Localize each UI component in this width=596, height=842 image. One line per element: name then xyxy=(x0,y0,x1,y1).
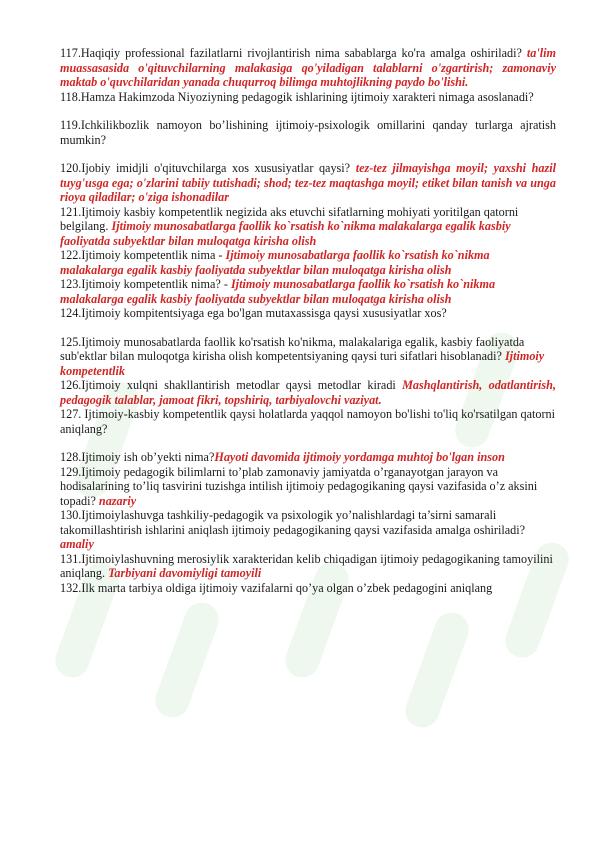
question-text: 130.Ijtimoiylashuvga tashkiliy-pedagogik va psixologik yo’nalishlardagi ta’sirni samarali takomillashtirish ishlarini aniqlash ijtimoiy pedagogikaning qaysi vazifasida amalga oshiriladi? xyxy=(60,508,526,537)
question-text: 118.Hamza Hakimzoda Niyoziyning pedagogik ishlarining ijtimoiy xarakteri nimaga asoslanadi? xyxy=(60,89,534,104)
question-122 xyxy=(60,248,556,277)
question-121 xyxy=(60,205,556,249)
question-130 xyxy=(60,508,556,552)
question-129 xyxy=(60,465,556,509)
question-text: 122.Ijtimoiy kompetentlik nima - xyxy=(60,248,223,262)
answer-text: Ijtimoiy munosabatlarga faollik ko`rsatish ko`nikma malakalarga egalik kasbiy faoliyatda subyektlar bilan muloqatga kirisha olish xyxy=(60,277,496,306)
answer-text: nazariy xyxy=(98,493,137,508)
question-text: 125.Ijtimoiy munosabatlarda faollik ko'rsatish ko'nikma, malakalariga egalik, kasbiy faoliyatda sub'ektlar bilan muloqotga kirisha olish kompetentsiyaning qaysi turi sifatlari hisoblanadi? xyxy=(60,334,525,363)
question-list xyxy=(60,46,556,595)
answer-text: Tarbiyani davomiyligi tamoyili xyxy=(108,566,262,580)
question-text: 121.Ijtimoiy kasbiy kompetentlik negizida aks etuvchi sifatlarning mohiyati yoritilgan qatorni belgilang. xyxy=(60,204,519,233)
question-131 xyxy=(60,552,556,581)
question-132 xyxy=(60,581,556,596)
question-117 xyxy=(60,46,556,90)
answer-text: Mashqlantirish, odatlantirish, pedagogik talablar, jamoat fikri, topshiriq, tarbiyalovchi vaziyat. xyxy=(60,378,556,407)
question-text: 128.Ijtimoiy ish ob’yekti nima? xyxy=(60,450,215,464)
answer-text: Ijtimoiy munosabatlarga faollik ko`rsatish ko`nikma malakalarga egalik kasbiy faoliyatda subyektlar bilan muloqatga kirisha olish xyxy=(60,248,490,277)
answer-text: amaliy xyxy=(60,537,94,551)
question-125 xyxy=(60,335,556,379)
question-text: 129.Ijtimoiy pedagogik bilimlarni to’plab zamonaviy jamiyatda o’rganayotgan jarayon va hodisalarining to’liq tasvirini tuzishga intilish ijtimoiy pedagogikaning qaysi vazifasida o’z aksini topadi? xyxy=(60,464,538,508)
question-text: 126.Ijtimoiy xulqni shakllantirish metodlar qaysi metodlar kiradi xyxy=(60,378,396,392)
question-120 xyxy=(60,161,556,205)
question-123 xyxy=(60,277,556,306)
question-118 xyxy=(60,90,556,105)
answer-text: Hayoti davomida ijtimoiy yordamga muhtoj bo'lgan inson xyxy=(214,450,505,464)
question-127 xyxy=(60,407,556,436)
question-text: 119.Ichkilikbozlik namoyon bo’lishining ijtimoiy-psixologik omillarini qanday turlarga ajratish mumkin? xyxy=(60,118,556,147)
question-128 xyxy=(60,450,556,465)
question-text: 120.Ijobiy imidjli o'qituvchilarga xos xususiyatlar qaysi? xyxy=(60,161,351,175)
question-text: 132.Ilk marta tarbiya oldiga ijtimoiy vazifalarni qo’ya olgan o’zbek pedagogini aniqlang xyxy=(60,580,493,595)
answer-text: Ijtimoiy munosabatlarga faollik ko`rsatish ko`nikma malakalarga egalik kasbiy faoliyatda subyektlar bilan muloqatga kirisha olish xyxy=(60,219,511,248)
question-text: 123.Ijtimoiy kompetentlik nima? - xyxy=(60,277,228,291)
question-text: 117.Haqiqiy professional fazilatlarni rivojlantirish nima sabablarga ko'ra amalga oshiriladi? xyxy=(60,46,522,60)
answer-text: tez-tez jilmayishga moyil; yaxshi hazil tuyg'usga ega; o'zlarini tabiiy tutishadi; shod; tez-tez maqtashga moyil; etiket bilan tanish va unga rioya qiladilar; o'ziga ishonadilar xyxy=(60,161,557,204)
answer-text: ta'lim muassasasida o'qituvchilarning malakasiga qo'yiladigan talablarni o'zgartirish; zamonaviy maktab o'quvchilaridan yanada chuqurroq bilimga muhtojlikning paydo bo'lishi. xyxy=(60,46,556,89)
question-text: 127. Ijtimoiy-kasbiy kompetentlik qaysi holatlarda yaqqol namoyon bo'lishi to'liq ko'rsatilgan qatorni aniqlang? xyxy=(60,407,556,436)
question-text: 131.Ijtimoiylashuvning merosiylik xarakteridan kelib chiqadigan ijtimoiy pedagogikaning tamoyilini aniqlang. xyxy=(60,551,553,580)
question-126 xyxy=(60,378,556,407)
question-124 xyxy=(60,306,556,321)
question-text: 124.Ijtimoiy kompitentsiyaga ega bo'lgan mutaxassisga qaysi xususiyatlar xos? xyxy=(60,306,447,320)
question-119 xyxy=(60,118,556,147)
answer-text: Ijtimoiy kompetentlik xyxy=(60,349,545,378)
